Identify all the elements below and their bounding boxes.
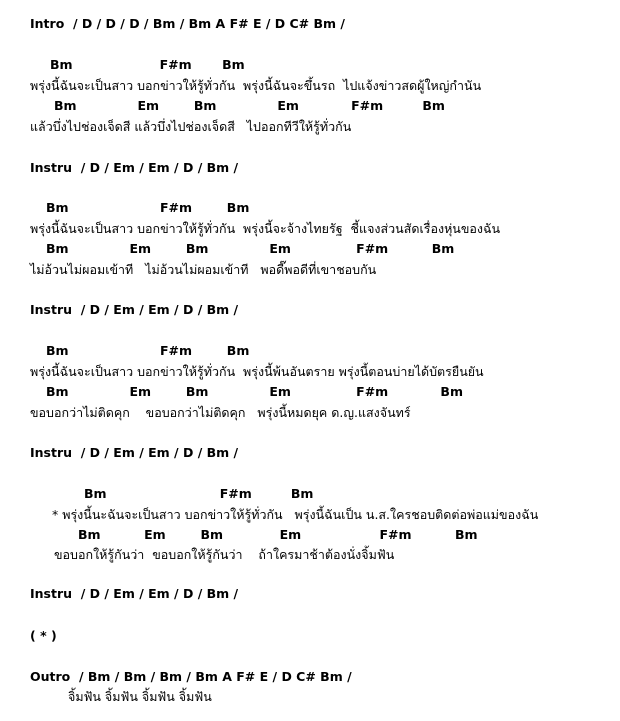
verse2-lyrics-2: ไม่อ้วนไม่ผอมเข้าที ไม่อ้วนไม่ผอมเข้าที พอดี๊พอดีที่เขาชอบกัน (30, 262, 377, 277)
instru-line-2: Instru / D / Em / Em / D / Bm / (30, 302, 239, 317)
verse1-lyrics-2: แล้วบึ่งไปช่องเจ็ดสี แล้วบึ่งไปช่องเจ็ดสี ไปออกทีวีให้รู้ทั่วกัน (30, 119, 352, 134)
verse3-chords-1: Bm F#m Bm (46, 343, 250, 358)
outro-lyrics: จิ้มฟัน จิ้มฟัน จิ้มฟัน จิ้มฟัน (68, 689, 212, 704)
chorus-repeat-marker: ( * ) (30, 628, 57, 643)
verse3-chords-2: Bm Em Bm Em F#m Bm (46, 384, 463, 399)
intro-line: Intro / D / D / D / Bm / Bm A F# E / D C# Bm / (30, 16, 345, 31)
chorus-chords-2: Bm Em Bm Em F#m Bm (78, 527, 478, 542)
verse3-lyrics-1: พรุ่งนี้ฉันจะเป็นสาว บอกข่าวให้รู้ทั่วกัน พรุ่งนี้พ้นอันตราย พรุ่งนี้ตอนบ่ายได้บัตรยืนยัน (30, 364, 484, 379)
instru-line-3: Instru / D / Em / Em / D / Bm / (30, 445, 239, 460)
verse1-chords-2: Bm Em Bm Em F#m Bm (54, 98, 445, 113)
verse3-lyrics-2: ขอบอกว่าไม่ติดคุก ขอบอกว่าไม่ติดคุก พรุ่งนี้หมดยุค ด.ญ.แสงจันทร์ (30, 405, 411, 420)
outro-line: Outro / Bm / Bm / Bm / Bm A F# E / D C# Bm / (30, 669, 352, 684)
chorus-chords-1: Bm F#m Bm (84, 486, 314, 501)
instru-line-4: Instru / D / Em / Em / D / Bm / (30, 586, 239, 601)
instru-line-1: Instru / D / Em / Em / D / Bm / (30, 160, 239, 175)
verse2-chords-1: Bm F#m Bm (46, 200, 250, 215)
verse1-lyrics-1: พรุ่งนี้ฉันจะเป็นสาว บอกข่าวให้รู้ทั่วกัน พรุ่งนี้ฉันจะขึ้นรถ ไปแจ้งข่าวสดผู้ใหญ่กำนัน (30, 78, 482, 93)
verse1-chords-1: Bm F#m Bm (50, 57, 245, 72)
verse2-lyrics-1: พรุ่งนี้ฉันจะเป็นสาว บอกข่าวให้รู้ทั่วกัน พรุ่งนี้จะจ้างไทยรัฐ ชี้แจงส่วนสัดเรื่องหุ่นของฉัน (30, 221, 501, 236)
chorus-lyrics-1: * พรุ่งนี้นะฉันจะเป็นสาว บอกข่าวให้รู้ทั่วกัน พรุ่งนี้ฉันเป็น น.ส.ใครชอบติดต่อพ่อแม่ของฉัน (52, 507, 539, 522)
verse2-chords-2: Bm Em Bm Em F#m Bm (46, 241, 455, 256)
chorus-lyrics-2: ขอบอกให้รู้กันว่า ขอบอกให้รู้กันว่า ถ้าใครมาช้าต้องนั่งจิ้มฟัน (54, 547, 395, 562)
